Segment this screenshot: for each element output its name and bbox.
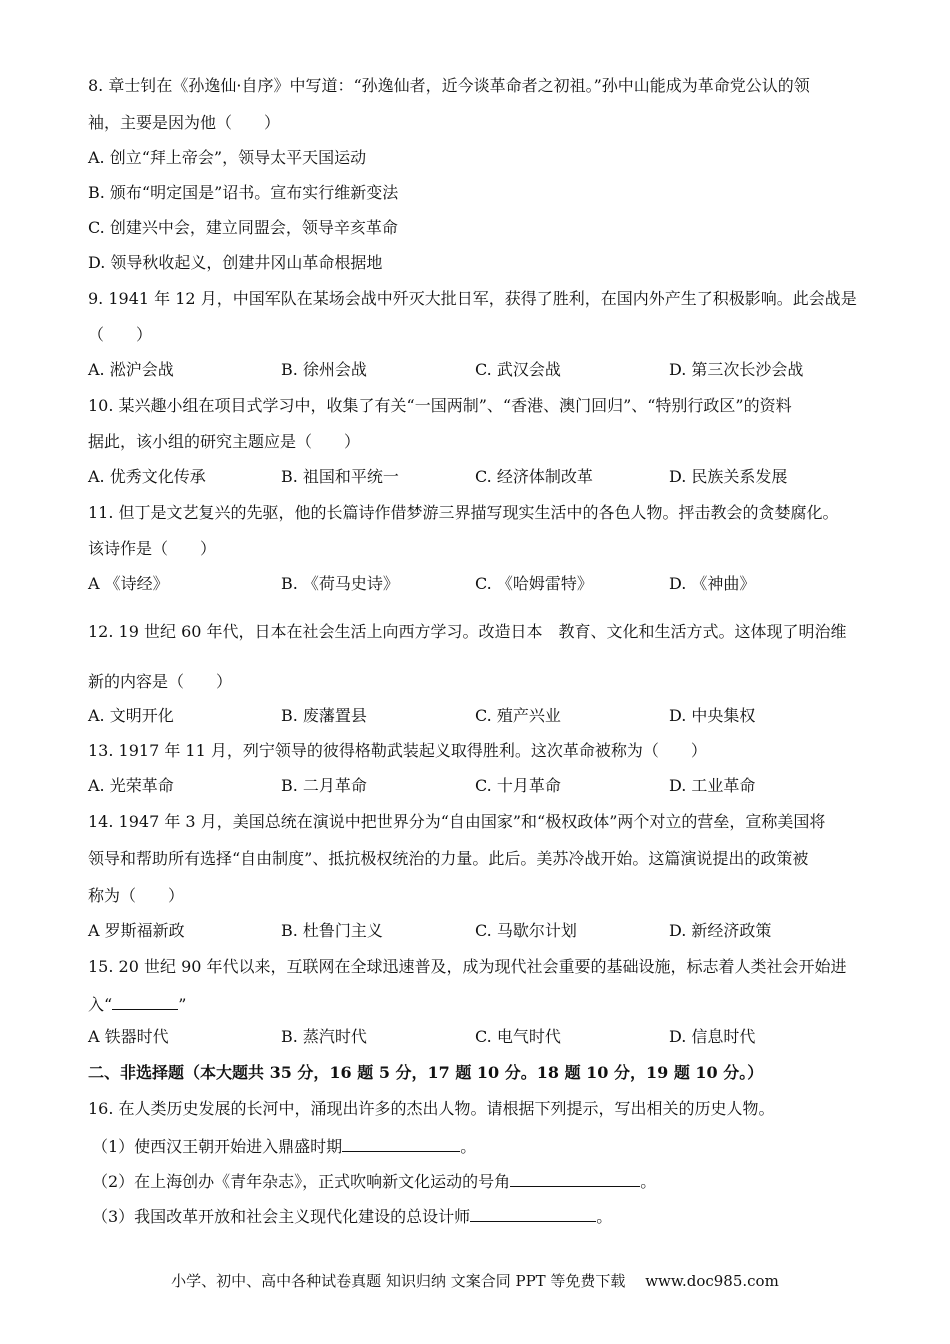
q12-option-a: A. 文明开化 (88, 706, 174, 725)
q12-option-c: C. 殖产兴业 (475, 706, 561, 725)
q15-stem-line2 (88, 993, 186, 1015)
q15-answer-blank[interactable] (112, 993, 178, 1010)
q8-option-c: C. 创建兴中会，建立同盟会，领导辛亥革命 (88, 218, 398, 237)
q10-stem-line1: 10. 某兴趣小组在项目式学习中，收集了有关“一国两制”、“香港、澳门回归”、“特别行政区”的资料 (88, 396, 792, 415)
q13-option-a: A. 光荣革命 (88, 776, 174, 795)
q10-option-d: D. 民族关系发展 (669, 467, 788, 486)
q11-option-c: C. 《哈姆雷特》 (475, 574, 593, 593)
q8-option-d: D. 领导秋收起义，创建井冈山革命根据地 (88, 253, 383, 272)
q9-option-d: D. 第三次长沙会战 (669, 360, 804, 379)
q9-option-a: A. 淞沪会战 (88, 360, 174, 379)
q9-option-c: C. 武汉会战 (475, 360, 561, 379)
q9-stem-line2: （ ） (88, 325, 153, 344)
q15-option-d: D. 信息时代 (669, 1027, 756, 1046)
q14-option-c: C. 马歇尔计划 (475, 921, 577, 940)
q14-stem-line2: 领导和帮助所有选择“自由制度”、抵抗极权统治的力量。此后。美苏冷战开始。这篇演说提出的政策被 (88, 849, 809, 868)
q15-stem-prefix: 入“ (88, 995, 113, 1014)
q16-part-2 (92, 1170, 656, 1192)
q16-part-2-end: 。 (640, 1172, 657, 1191)
q16-part-3-end: 。 (596, 1207, 613, 1226)
q12-stem-line1: 12. 19 世纪 60 年代，日本在社会生活上向西方学习。改造日本 教育、文化和生活方式。这体现了明治维 (88, 622, 847, 641)
q13-option-d: D. 工业革命 (669, 776, 756, 795)
q14-stem-line3: 称为（ ） (88, 886, 185, 905)
q13-option-c: C. 十月革命 (475, 776, 561, 795)
q13-option-b: B. 二月革命 (281, 776, 367, 795)
section-heading-non-choice: 二、非选择题（本大题共 35 分，16 题 5 分，17 题 10 分。18 题 10 分，19 题 10 分。） (88, 1063, 764, 1082)
q15-stem-suffix: ” (178, 995, 187, 1014)
q14-stem-line1: 14. 1947 年 3 月，美国总统在演说中把世界分为“自由国家”和“极权政体”两个对立的营垒，宣称美国将 (88, 812, 826, 831)
q11-option-a: A 《诗经》 (88, 574, 169, 593)
q14-option-d: D. 新经济政策 (669, 921, 772, 940)
q16-part-1-blank[interactable] (342, 1135, 460, 1152)
q12-option-d: D. 中央集权 (669, 706, 756, 725)
q8-option-b: B. 颁布“明定国是”诏书。宣布实行维新变法 (88, 183, 399, 202)
q16-part-1-text: （1）使西汉王朝开始进入鼎盛时期 (92, 1137, 343, 1156)
q16-part-2-text: （2）在上海创办《青年杂志》，正式吹响新文化运动的号角 (92, 1172, 511, 1191)
q16-part-1-end: 。 (460, 1137, 477, 1156)
q11-option-b: B. 《荷马史诗》 (281, 574, 399, 593)
q15-stem-line1: 15. 20 世纪 90 年代以来，互联网在全球迅速普及，成为现代社会重要的基础设施，标志着人类社会开始进 (88, 957, 847, 976)
q12-stem-line2: 新的内容是（ ） (88, 672, 233, 691)
q10-option-b: B. 祖国和平统一 (281, 467, 399, 486)
q10-stem-line2: 据此，该小组的研究主题应是（ ） (88, 432, 361, 451)
q11-option-d: D. 《神曲》 (669, 574, 756, 593)
q16-part-3-blank[interactable] (470, 1205, 596, 1222)
q8-stem-line2: 袖，主要是因为他（ ） (88, 113, 281, 132)
q9-stem-line1: 9. 1941 年 12 月，中国军队在某场会战中歼灭大批日军，获得了胜利，在国内外产生了积极影响。此会战是 (88, 289, 857, 308)
q8-option-a: A. 创立“拜上帝会”，领导太平天国运动 (88, 148, 367, 167)
q14-option-b: B. 杜鲁门主义 (281, 921, 383, 940)
q12-option-b: B. 废藩置县 (281, 706, 367, 725)
q9-option-b: B. 徐州会战 (281, 360, 367, 379)
q16-part-2-blank[interactable] (510, 1170, 640, 1187)
q16-part-3 (92, 1205, 612, 1227)
q15-option-c: C. 电气时代 (475, 1027, 561, 1046)
q11-stem-line1: 11. 但丁是文艺复兴的先驱，他的长篇诗作借梦游三界描写现实生活中的各色人物。抨击教会的贪婪腐化。 (88, 503, 839, 522)
q15-option-b: B. 蒸汽时代 (281, 1027, 367, 1046)
q11-stem-line2: 该诗作是（ ） (88, 539, 217, 558)
q16-part-3-text: （3）我国改革开放和社会主义现代化建设的总设计师 (92, 1207, 471, 1226)
q14-option-a: A 罗斯福新政 (88, 921, 185, 940)
q15-option-a: A 铁器时代 (88, 1027, 169, 1046)
q13-stem-line1: 13. 1917 年 11 月，列宁领导的彼得格勒武装起义取得胜利。这次革命被称为（ ） (88, 741, 707, 760)
q10-option-c: C. 经济体制改革 (475, 467, 593, 486)
q8-stem-line1: 8. 章士钊在《孙逸仙·自序》中写道：“孙逸仙者，近今谈革命者之初祖。”孙中山能成为革命党公认的领 (88, 76, 810, 95)
q16-part-1 (92, 1135, 476, 1157)
q10-option-a: A. 优秀文化传承 (88, 467, 206, 486)
page-footer: 小学、初中、高中各种试卷真题 知识归纳 文案合同 PPT 等免费下载 www.doc985.com (171, 1272, 779, 1290)
q16-stem: 16. 在人类历史发展的长河中，涌现出许多的杰出人物。请根据下列提示，写出相关的历史人物。 (88, 1099, 775, 1118)
